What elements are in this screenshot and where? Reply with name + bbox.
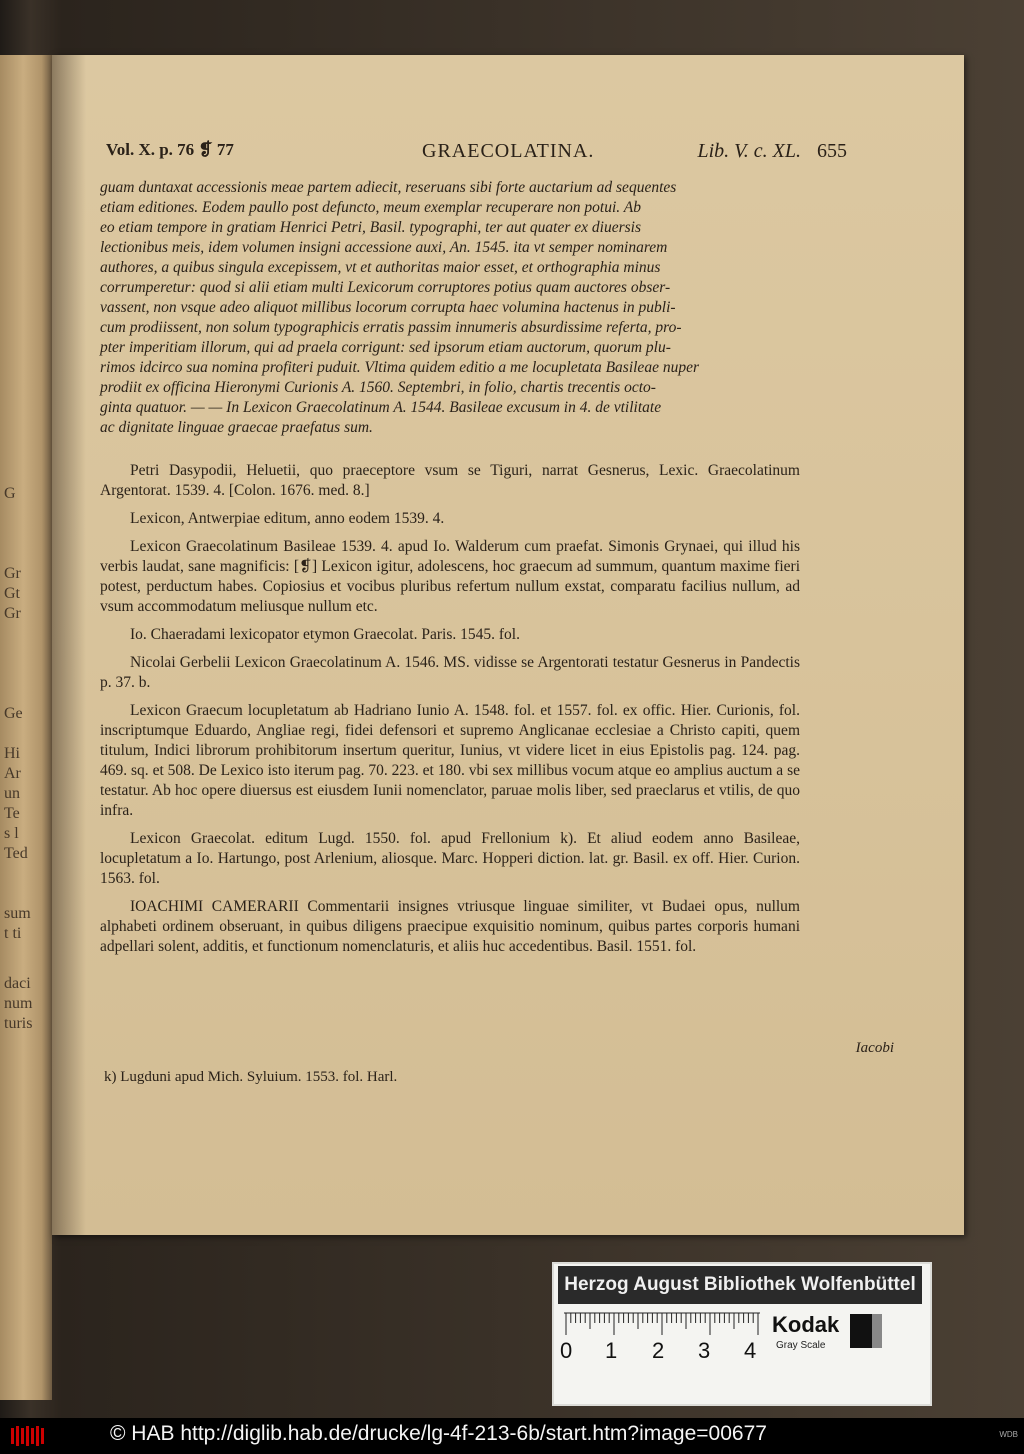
prev-page-fragment: sum — [4, 905, 31, 922]
page-number: 655 — [817, 140, 847, 162]
text-line: rimos idcirco sua nomina profiteri puduit. Vltima quidem editio a me locupletata Basileae nuper — [100, 359, 699, 376]
hab-logo-icon — [10, 1424, 48, 1448]
prev-page-fragment: Hi — [4, 745, 20, 762]
entry-paragraph: Lexicon Graecolatinum Basileae 1539. 4. apud Io. Walderum cum praefat. Simonis Grynaei, qui illud his verbis laudat, sane magnificis: [❡] Lexicon igitur, adolescens, hoc graecum ad summum, quantum maxime fieri potest, perductum habes. Copiosius et vocibus pluribus refertum nullum exstat, comparatu facilius nullum, ad vsum accommodatum meliusque nullum etc. — [100, 538, 800, 615]
running-header — [92, 140, 847, 168]
ruler-number: 3 — [698, 1338, 711, 1363]
ruler-number: 4 — [744, 1338, 757, 1363]
prev-page-fragment: num — [4, 995, 33, 1012]
entry-paragraph: Lexicon Graecum locupletatum ab Hadriano Iunio A. 1548. fol. et 1557. fol. ex offic. Hier. Curionis, fol. inscriptumque Eduardo, Angliae regi, fidei defensori et supremo Anglicanae ecclesiae a Christo capiti, quem titulum, Indici librorum prohibitorum insertum queritur, Iunius, vt videre licet in eius Epistolis pag. 124. pag. 469. sq. et 508. De Lexico isto iterum pag. 70. 223. et 180. vbi sex millibus vocum atque eo amplius auctum a se testatur. Ab hoc opere diuersus est eiusdem Iunii nomenclator, paruae molis liber, sed praeclarus et vtilis, de quo infra. — [100, 702, 800, 819]
prev-page-fragment: t ti — [4, 925, 22, 942]
catchword: Iacobi — [855, 1040, 894, 1056]
prev-page-fragment: daci — [4, 975, 31, 992]
book-page — [52, 55, 964, 1235]
entry-paragraph: Lexicon Graecolat. editum Lugd. 1550. fol. apud Frellonium k). Et aliud eodem anno Basileae, locupletatum a Io. Hartungo, post Arlenium, aliosque. Marc. Hopperi diction. lat. gr. Basil. ex off. Hier. Curion. 1563. fol. — [100, 830, 800, 887]
footer-version: WDB — [999, 1430, 1018, 1439]
text-line: eo etiam tempore in gratiam Henrici Petri, Basil. typographi, ter aut quater ex diuersis — [100, 219, 641, 236]
italic-continuation-block — [100, 178, 800, 438]
gray-scale-label: Gray Scale — [776, 1340, 826, 1351]
footnote: k) Lugduni apud Mich. Syluium. 1553. fol. Harl. — [104, 1069, 398, 1085]
text-line: vassent, non vsque adeo aliquot millibus locorum corrupta haec volumina hactenus in publi- — [100, 299, 676, 316]
prev-page-fragment: Gt — [4, 585, 20, 602]
ruler-number: 2 — [652, 1338, 665, 1363]
color-target-card — [552, 1262, 932, 1406]
text-line: corrumperetur: quod si alii etiam multi Lexicorum corruptores potius quam auctores obser- — [100, 279, 671, 296]
entry-paragraph: Lexicon, Antwerpiae editum, anno eodem 1539. 4. — [130, 510, 445, 527]
gray-patch-dark — [850, 1314, 872, 1348]
entry-paragraph: IOACHIMI CAMERARII Commentarii insignes vtriusque linguae similiter, vt Budaei opus, nullum alphabeti ordinem obseruant, in quibus diligens praecipue exquisitio nominum, quibus partes corporis humani adpellari solent, additis, et functionum nomenclaturis, et aliis huc accedentibus. Basil. 1551. fol. — [100, 898, 800, 955]
footer-bar — [0, 1418, 1024, 1454]
text-line: cum prodiissent, non solum typographicis erratis passim innumeris absurdissime referta, pro- — [100, 319, 682, 336]
entries-block — [100, 461, 800, 965]
prev-page-fragment: G — [4, 485, 16, 502]
text-line: etiam editiones. Eodem paullo post defuncto, meum exemplar recuperare non potui. Ab — [100, 199, 641, 216]
gutter-shadow — [52, 55, 86, 1235]
prev-page-fragment: Te — [4, 805, 20, 822]
library-name: Herzog August Bibliothek Wolfenbüttel — [558, 1266, 922, 1304]
prev-page-fragment: turis — [4, 1015, 33, 1032]
header-chapter: Lib. V. c. XL. — [697, 140, 801, 162]
text-line: prodiit ex officina Hieronymi Curionis A. 1560. Septembri, in folio, chartis trecentis octo- — [100, 379, 656, 396]
entry-paragraph: Io. Chaeradami lexicopator etymon Graecolat. Paris. 1545. fol. — [130, 626, 520, 643]
prev-page-fragment: s l — [4, 825, 19, 842]
prev-page-fragment: Ge — [4, 705, 23, 722]
prev-page-fragment: Ted — [4, 845, 28, 862]
text-line: lectionibus meis, idem volumen insigni accessione auxi, An. 1545. ita vt semper nominarem — [100, 239, 668, 256]
text-line: guam duntaxat accessionis meae partem adiecit, reseruans sibi forte auctarium ad sequentes — [100, 179, 677, 196]
prev-page-fragment: Gr — [4, 605, 21, 622]
header-title: GRAECOLATINA. — [422, 140, 595, 162]
prev-page-fragment: un — [4, 785, 20, 802]
prev-page-fragment: Ar — [4, 765, 21, 782]
previous-page-edge — [0, 55, 52, 1400]
ruler-number: 1 — [605, 1338, 618, 1363]
text-line: ac dignitate linguae graecae praefatus sum. — [100, 419, 373, 436]
text-line: authores, a quibus singula excepissem, vt et authoritas maior esset, et orthographia minus — [100, 259, 661, 276]
kodak-brand: Kodak — [772, 1312, 840, 1337]
text-line: ginta quatuor. — — In Lexicon Graecolatinum A. 1544. Basileae excusum in 4. de vtilitate — [100, 399, 662, 416]
copyright-url: © HAB http://diglib.hab.de/drucke/lg-4f-213-6b/start.htm?image=00677 — [110, 1422, 767, 1445]
entry-paragraph: Petri Dasypodii, Heluetii, quo praeceptore vsum se Tiguri, narrat Gesnerus, Lexic. Graecolatinum Argentorat. 1539. 4. [Colon. 1676. med. 8.] — [100, 462, 800, 499]
ruler-number: 0 — [560, 1338, 573, 1363]
entry-paragraph: Nicolai Gerbelii Lexicon Graecolatinum A. 1546. MS. vidisse se Argentorati testatur Gesnerus in Pandectis p. 37. b. — [100, 654, 800, 691]
text-line: pter imperitiam illorum, qui ad praela corrigunt: sed ipsorum etiam auctorum, quorum plu- — [100, 339, 671, 356]
gray-patch-mid — [872, 1314, 882, 1348]
header-reference: Vol. X. p. 76 ❡ 77 — [106, 140, 234, 159]
prev-page-fragment: Gr — [4, 565, 21, 582]
